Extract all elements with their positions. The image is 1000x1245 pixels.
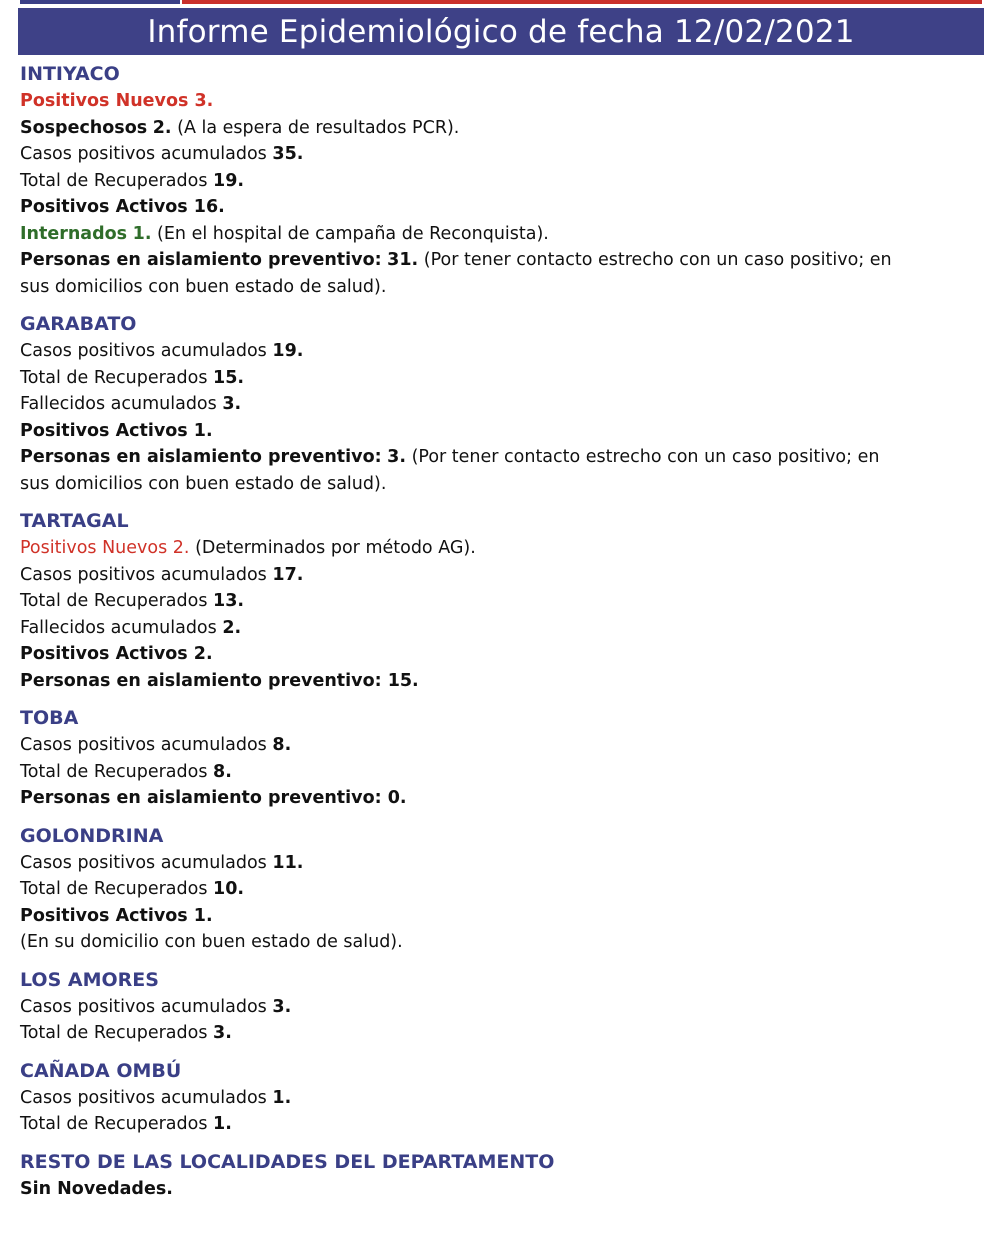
section-heading: LOS AMORES [20,968,159,991]
isolation-line: Personas en aislamiento preventivo: 31. (Por tener contacto estrecho con un caso positivo; en [20,250,892,270]
recovered-line: Total de Recuperados 15. [20,367,245,388]
section-intiyaco [20,60,980,300]
isolation-note-line: sus domicilios con buen estado de salud). [20,473,387,494]
active-line: Positivos Activos 1. [20,420,213,441]
section-tartagal [20,507,980,694]
recovered-line: Total de Recuperados 10. [20,879,245,899]
section-garabato [20,310,980,497]
status-line: Sin Novedades. [20,1178,173,1199]
recovered-line: Total de Recuperados 3. [20,1023,232,1043]
cumulative-line: Casos positivos acumulados 19. [20,341,304,361]
recovered-line: Total de Recuperados 8. [20,761,232,782]
section-resto [20,1148,980,1203]
active-line: Positivos Activos 1. [20,905,213,926]
recovered-line: Total de Recuperados 13. [20,591,245,611]
section-heading: TARTAGAL [20,510,129,532]
isolation-line: Personas en aislamiento preventivo: 3. (Por tener contacto estrecho con un caso positivo; en [20,447,880,467]
report-content [20,60,980,1212]
deceased-line: Fallecidos acumulados 2. [20,617,242,638]
cumulative-line: Casos positivos acumulados 8. [20,735,292,755]
new-positives-line: Positivos Nuevos 2. (Determinados por método AG). [20,538,476,558]
section-heading: RESTO DE LAS LOCALIDADES DEL DEPARTAMENTO [20,1150,555,1173]
deceased-line: Fallecidos acumulados 3. [20,394,242,414]
cumulative-line: Casos positivos acumulados 17. [20,564,304,585]
section-heading: CAÑADA OMBÚ [20,1059,182,1082]
section-heading: GARABATO [20,313,137,335]
recovered-line: Total de Recuperados 19. [20,170,245,191]
isolation-line: Personas en aislamiento preventivo: 15. [20,670,419,691]
isolation-note-line: sus domicilios con buen estado de salud). [20,276,387,297]
section-heading: TOBA [20,707,79,729]
active-line: Positivos Activos 2. [20,644,213,664]
report-title-banner [18,8,984,55]
section-heading: INTIYACO [20,63,120,85]
recovered-line: Total de Recuperados 1. [20,1114,232,1134]
hospitalized-line: Internados 1. (En el hospital de campaña de Reconquista). [20,223,549,244]
section-heading: GOLONDRINA [20,824,164,847]
isolation-line: Personas en aislamiento preventivo: 0. [20,788,407,808]
suspects-line: Sospechosos 2. (A la espera de resultados PCR). [20,117,460,138]
section-toba [20,704,980,812]
section-los-amores [20,966,980,1047]
top-bar-blue [20,0,180,4]
section-canada-ombu [20,1057,980,1138]
new-positives-line: Positivos Nuevos 3. [20,91,214,111]
report-title: Informe Epidemiológico de fecha 12/02/2021 [147,13,855,50]
cumulative-line: Casos positivos acumulados 35. [20,144,304,164]
top-bar-red [182,0,982,4]
section-golondrina [20,822,980,956]
active-line: Positivos Activos 16. [20,197,225,217]
status-note-line: (En su domicilio con buen estado de salud). [20,932,403,952]
cumulative-line: Casos positivos acumulados 11. [20,852,304,873]
cumulative-line: Casos positivos acumulados 1. [20,1087,292,1108]
cumulative-line: Casos positivos acumulados 3. [20,996,292,1017]
